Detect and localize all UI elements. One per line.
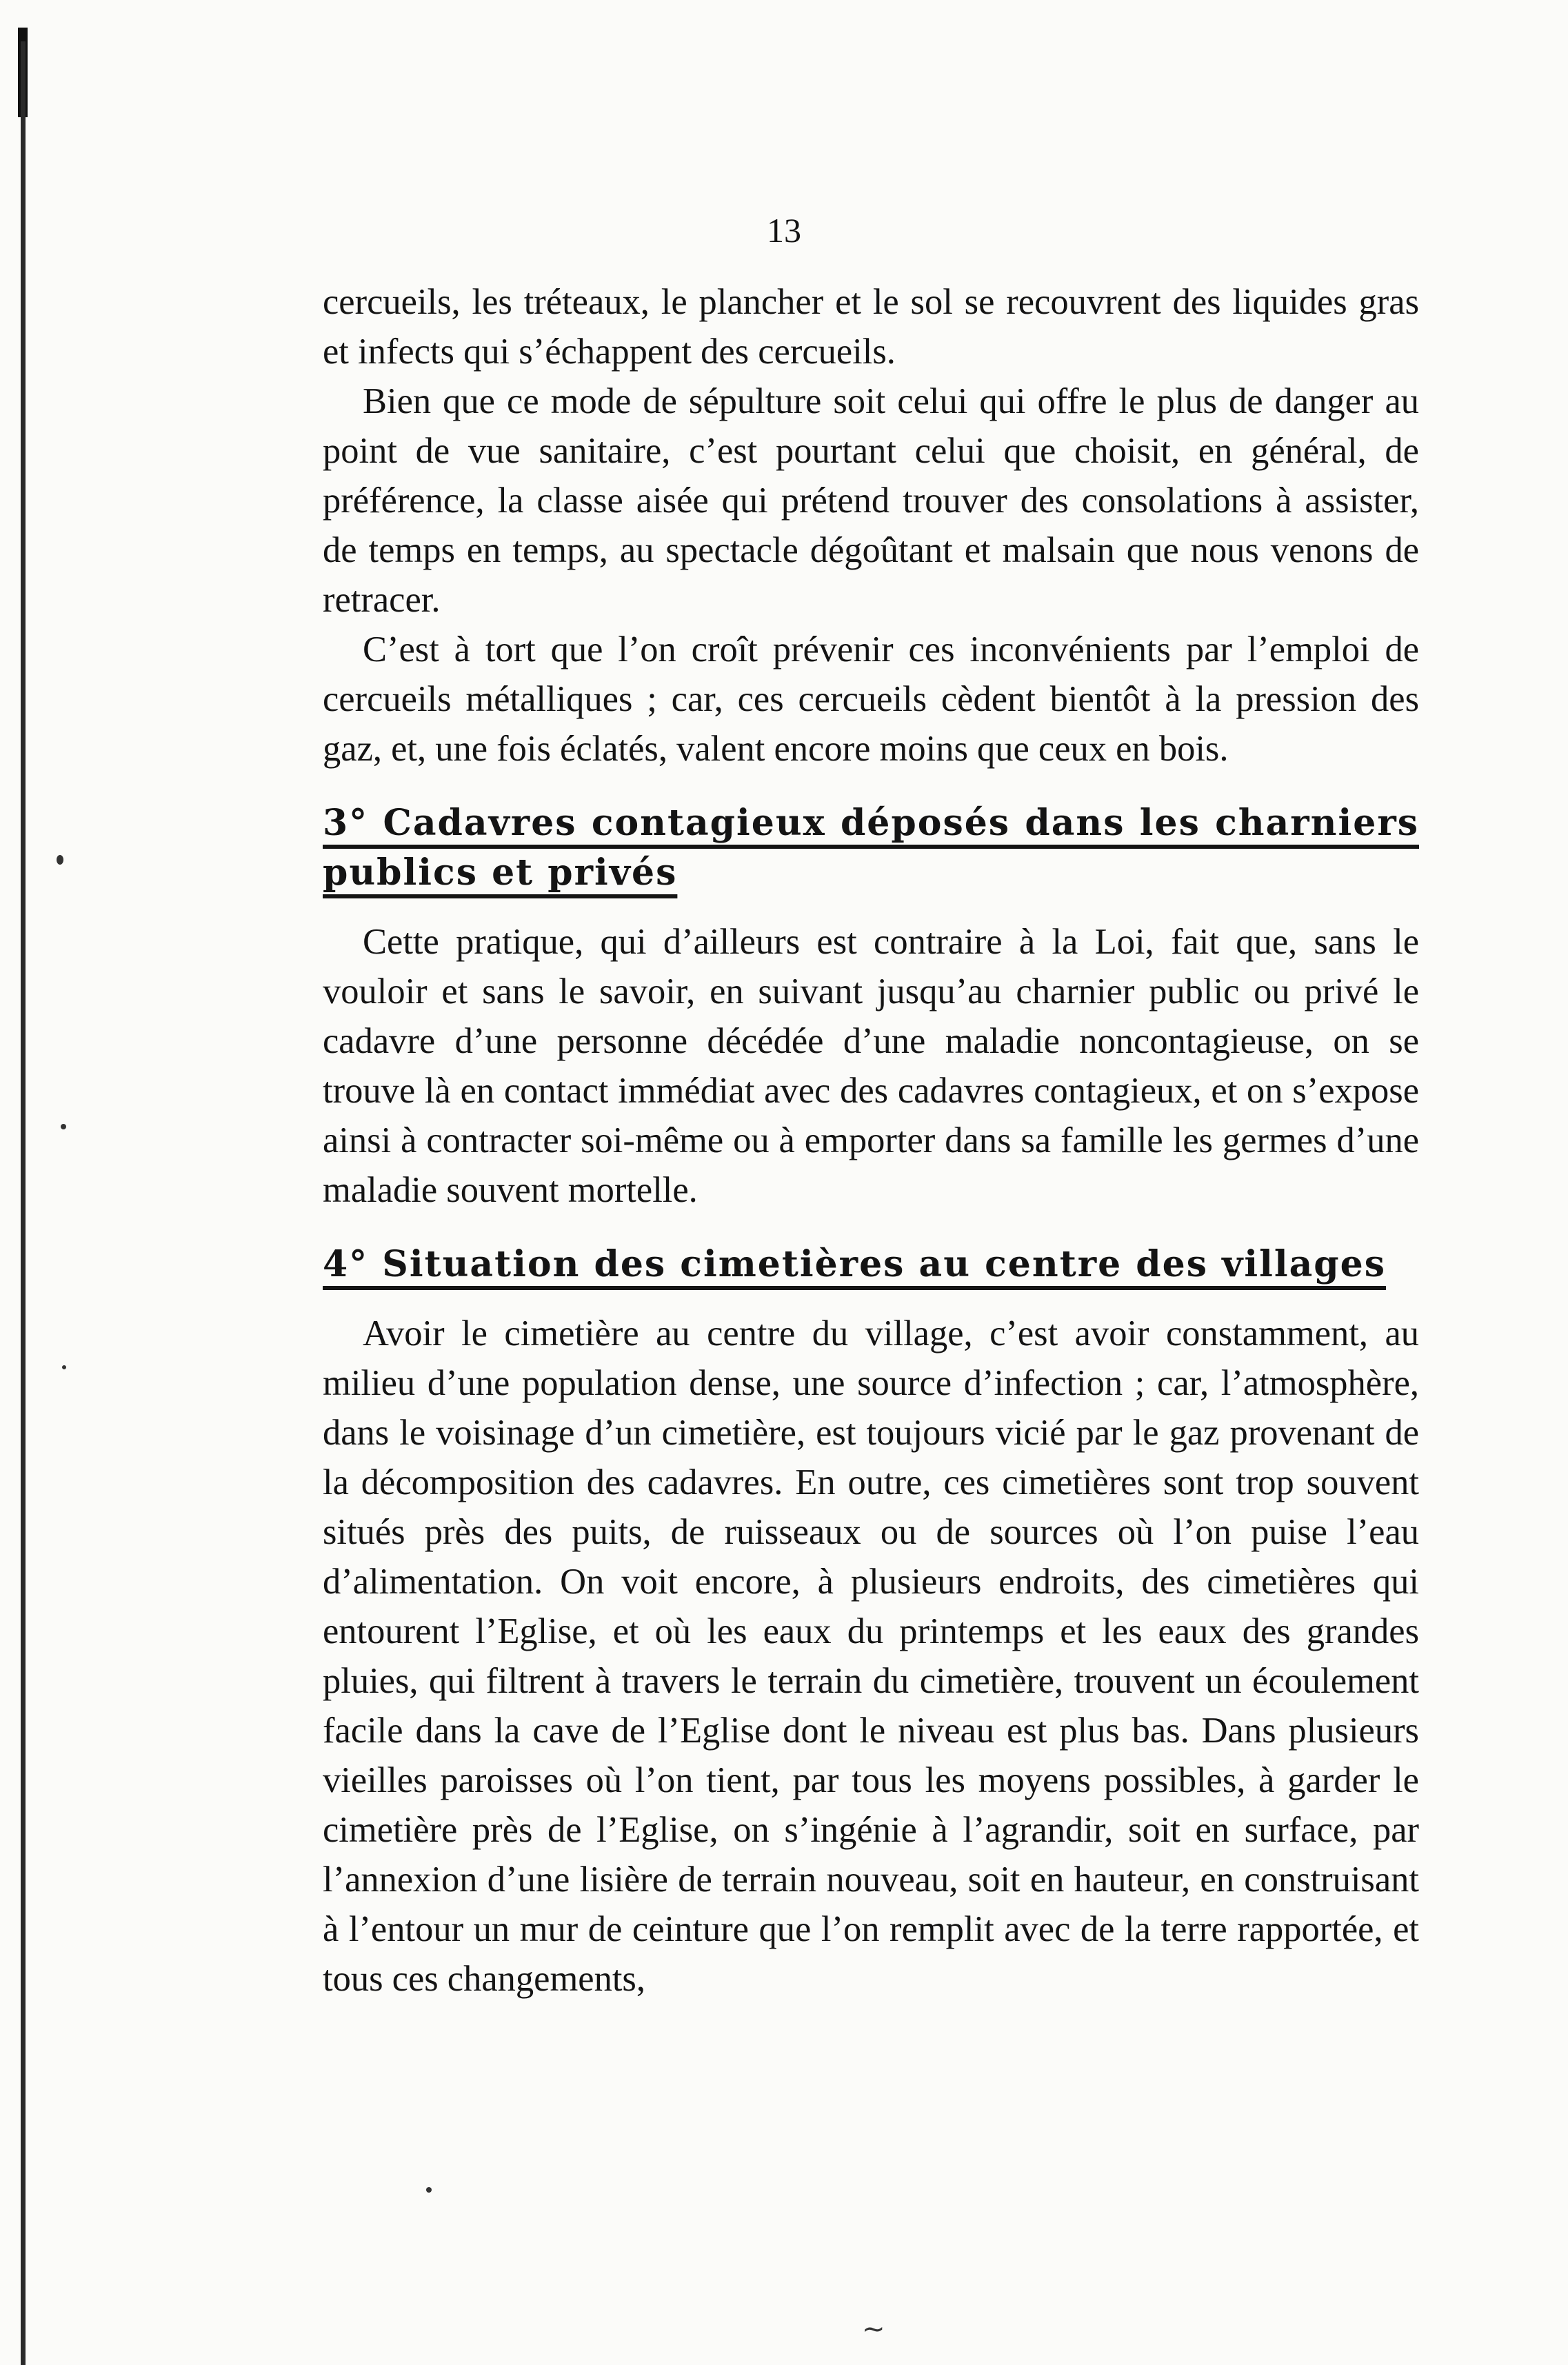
scan-margin-rule xyxy=(21,41,26,2365)
section-heading-4-text: 4° Situation des cimetières au centre des villages xyxy=(323,1243,1387,1285)
scan-mark: ~ xyxy=(862,2313,885,2345)
paragraph: cercueils, les tréteaux, le plancher et le sol se recouvrent des liquides gras et infects qui s’échappent des cercueils. xyxy=(323,282,1419,372)
section-heading-4 xyxy=(323,1240,1419,1289)
body-text xyxy=(323,277,1419,2004)
paragraph-group-2 xyxy=(323,917,1419,1215)
section-heading-3-text: 3° Cadavres contagieux déposés dans les charniers publics et privés xyxy=(323,802,1419,894)
paragraph: Bien que ce mode de sépulture soit celui qui offre le plus de danger au point de vue sanitaire, c’est pourtant celui que choisit, en général, de préférence, la classe aisée qui prétend trouver des consolations à assister, de temps en temps, au spectacle dégoûtant et malsain que nous venons de retracer. xyxy=(323,381,1419,620)
scan-speck xyxy=(426,2187,432,2193)
scan-speck xyxy=(57,855,63,865)
scan-speck xyxy=(61,1124,66,1129)
paragraph: Cette pratique, qui d’ailleurs est contraire à la Loi, fait que, sans le vouloir et sans le savoir, en suivant jusqu’au charnier public ou privé le cadavre d’une personne décédée d’une maladie noncontagieuse, on se trouve là en contact immédiat avec des cadavres contagieux, et on s’expose ainsi à contracter soi-même ou à emporter dans sa famille les germes d’une maladie souvent mortelle. xyxy=(323,922,1419,1210)
paragraph: Avoir le cimetière au centre du village, c’est avoir constamment, au milieu d’une population dense, une source d’infection ; car, l’atmosphère, dans le voisinage d’un cimetière, est toujours vicié par le gaz provenant de la décomposition des cadavres. En outre, ces cimetières sont trop souvent situés près des puits, de ruisseaux ou de sources où l’on puise l’eau d’alimentation. On voit encore, à plusieurs endroits, des cimetières qui entourent l’Eglise, et où les eaux du printemps et les eaux des grandes pluies, qui filtrent à travers le terrain du cimetière, trouvent un écoulement facile dans la cave de l’Eglise dont le niveau est plus bas. Dans plusieurs vieilles paroisses où l’on tient, par tous les moyens possibles, à garder le cimetière près de l’Eglise, on s’ingénie à l’agrandir, soit en surface, par l’annexion d’une lisière de terrain nouveau, soit en hauteur, en construisant à l’entour un mur de ceinture que l’on remplit avec de la terre rapportée, et tous ces changements, xyxy=(323,1314,1419,1999)
paragraph-group-1 xyxy=(323,277,1419,774)
scan-speck xyxy=(62,1365,66,1369)
section-heading-3 xyxy=(323,798,1419,898)
paragraph: C’est à tort que l’on croît prévenir ces inconvénients par l’emploi de cercueils métalliques ; car, ces cercueils cèdent bientôt à la pression des gaz, et, une fois éclatés, valent encore moins que ceux en bois. xyxy=(323,630,1419,769)
page-number: 13 xyxy=(767,211,801,250)
paragraph-group-3 xyxy=(323,1309,1419,2004)
